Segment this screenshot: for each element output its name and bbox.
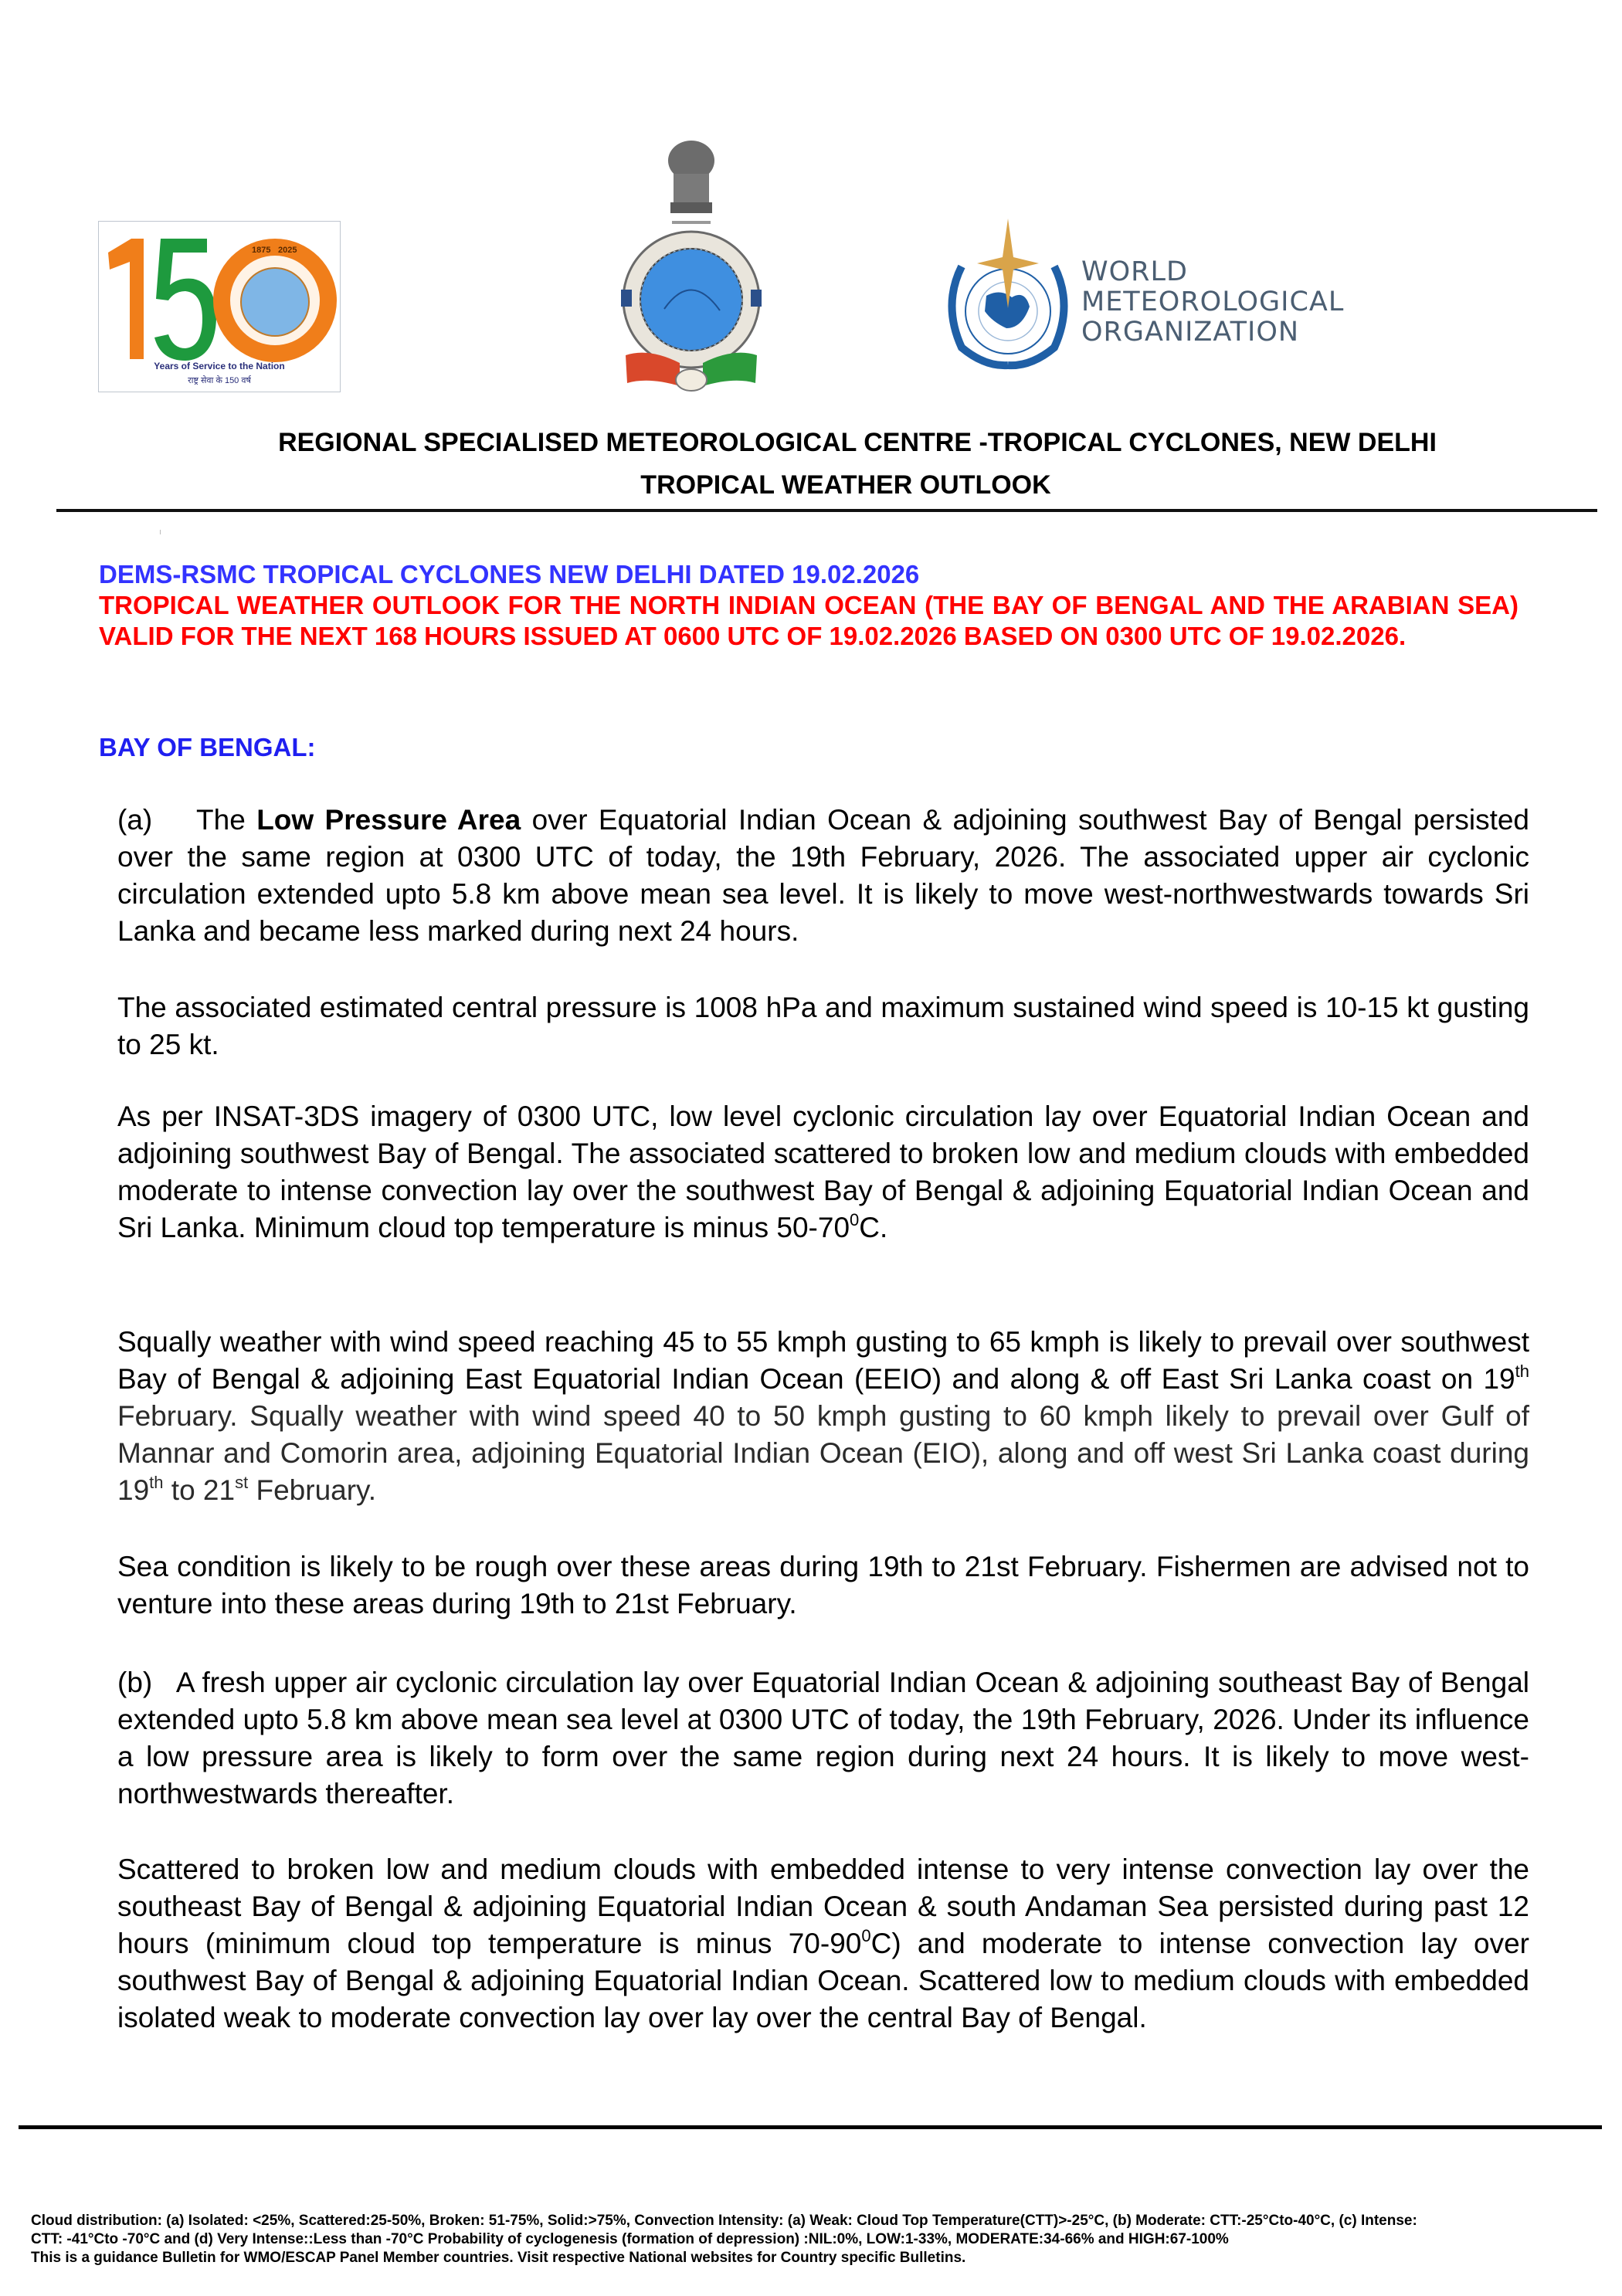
footer-guidance-note: This is a guidance Bulletin for WMO/ESCAP Panel Member countries. Visit respective National websites for Country specific Bulletins. <box>31 2250 966 2266</box>
wmo-wordmark <box>1081 257 1344 348</box>
digit-five-shape <box>154 239 216 361</box>
paragraph-sea-condition: Sea condition is likely to be rough over these areas during 19th to 21st February. Fishermen are advised not to venture into these areas during 19th to 21st February. <box>117 1551 1529 1619</box>
imd-emblem-logo <box>618 131 765 394</box>
bulletin-dated-line: DEMS-RSMC TROPICAL CYCLONES NEW DELHI DATED 19.02.2026 <box>99 560 920 588</box>
paragraph-squally-weather: Squally weather with wind speed reaching 45 to 55 kmph gusting to 65 kmph is likely to prevail over southwest Bay of Bengal & adjoining East Equatorial Indian Ocean (EEIO) and along & off East Sri Lanka coast on 19th February. Squally weather with wind speed 40 to 50 kmph gusting to 60 kmph likely to prevail over Gulf of Mannar and Comorin area, adjoining Equatorial Indian Ocean (EIO), along and off west Sri Lanka coast during 19th to 21st February. <box>117 1326 1529 1506</box>
item-label-a: (a) <box>117 804 153 836</box>
wmo-emblem-icon <box>938 212 1077 375</box>
section-title-bay-of-bengal: BAY OF BENGAL: <box>99 733 316 761</box>
paragraph-a-low-pressure-area: (a) The Low Pressure Area over Equatorial Indian Ocean & adjoining southwest Bay of Bengal persisted over the same region at 0300 UTC of today, the 19th February, 2026. The associated upper air cyclonic circulation extended upto 5.8 km above mean sea level. It is likely to move west-northwestwards towards Sri Lanka and became less marked during next 24 hours. <box>117 804 1530 947</box>
imd-150-caption: Years of Service to the Nation <box>154 361 285 371</box>
wmo-line-3: ORGANIZATION <box>1081 317 1300 348</box>
years-start: 1875 <box>252 246 271 255</box>
digit-one-shape <box>108 239 144 359</box>
paragraph-central-pressure: The associated estimated central pressure is 1008 hPa and maximum sustained wind speed is 10-15 kt gusting to 25 kt. <box>117 992 1529 1060</box>
low-pressure-area-emphasis: Low Pressure Area <box>256 804 521 836</box>
bulletin-heading <box>99 559 1519 652</box>
footer-cyclogenesis-probability: CTT: -41°Cto -70°C and (d) Very Intense::Less than -70°C Probability of cyclogenesis (formation of depression) :NIL:0%, LOW:1-33%, MODERATE:34-66% and HIGH:67-100% <box>31 2231 1229 2247</box>
tiny-mark <box>160 530 161 534</box>
paragraph-cloud-convection: Scattered to broken low and medium clouds with embedded intense to very intense convection lay over the southeast Bay of Bengal & adjoining Equatorial Indian Ocean & south Andaman Sea persisted during past 12 hours (minimum cloud top temperature is minus $70-90^0C$) and moderate to intense convection lay over southwest Bay of Bengal & adjoining Equatorial Indian Ocean. Scattered low to medium clouds with embedded isolated weak to moderate convection lay over lay over the central Bay of Bengal. <box>117 1853 1529 2033</box>
emblem-globe <box>640 249 742 351</box>
header-divider <box>56 509 1597 512</box>
imd-150-years-logo <box>98 221 341 392</box>
footer-divider <box>19 2125 1602 2129</box>
imd-emblem-graphic <box>618 131 765 394</box>
lion-capital-icon <box>668 141 714 224</box>
bulletin-outlook-line: TROPICAL WEATHER OUTLOOK FOR THE NORTH INDIAN OCEAN (THE BAY OF BENGAL AND THE ARABIAN SEA) VALID FOR THE NEXT 168 HOURS ISSUED AT 0600 UTC OF 19.02.2026 BASED ON 0300 UTC OF 19.02.2026. <box>99 591 1519 650</box>
imd-150-caption-hindi: राष्ट्र सेवा के 150 वर्ष <box>188 376 251 385</box>
footer-notes <box>31 2212 1599 2267</box>
wmo-logo <box>938 212 1371 375</box>
document-title: TROPICAL WEATHER OUTLOOK <box>640 470 1051 500</box>
paragraph-insat-imagery: As per INSAT-3DS imagery of 0300 UTC, low level cyclonic circulation lay over Equatorial Indian Ocean and adjoining southwest Bay of Bengal. The associated scattered to broken low and medium clouds with embedded moderate to intense convection lay over the southwest Bay of Bengal & adjoining Equatorial Indian Ocean and Sri Lanka. Minimum cloud top temperature is minus $50-70^0C$. <box>117 1101 1529 1243</box>
years-end: 2025 <box>278 246 297 255</box>
centre-title: REGIONAL SPECIALISED METEOROLOGICAL CENTRE -TROPICAL CYCLONES, NEW DELHI <box>278 428 1437 457</box>
wmo-line-2: METEOROLOGICAL <box>1081 287 1345 317</box>
footer-cloud-distribution: Cloud distribution: (a) Isolated: <25%, Scattered:25-50%, Broken: 51-75%, Solid:>75%, Convection Intensity: (a) Weak: Cloud Top Temperature(CTT)>-25°C, (b) Moderate: CTT:-25°Cto-40°C, (c) Intense: <box>31 2213 1417 2229</box>
item-label-b: (b) <box>117 1667 153 1698</box>
wmo-line-1: WORLD <box>1081 256 1188 287</box>
paragraph-b-upper-air-circulation: (b) A fresh upper air cyclonic circulation lay over Equatorial Indian Ocean & adjoining southeast Bay of Bengal extended upto 5.8 km above mean sea level at 0300 UTC of today, the 19th February, 2026. Under its influence a low pressure area is likely to form over the same region during next 24 hours. It is likely to move west-northwestwards thereafter. <box>117 1667 1529 1809</box>
